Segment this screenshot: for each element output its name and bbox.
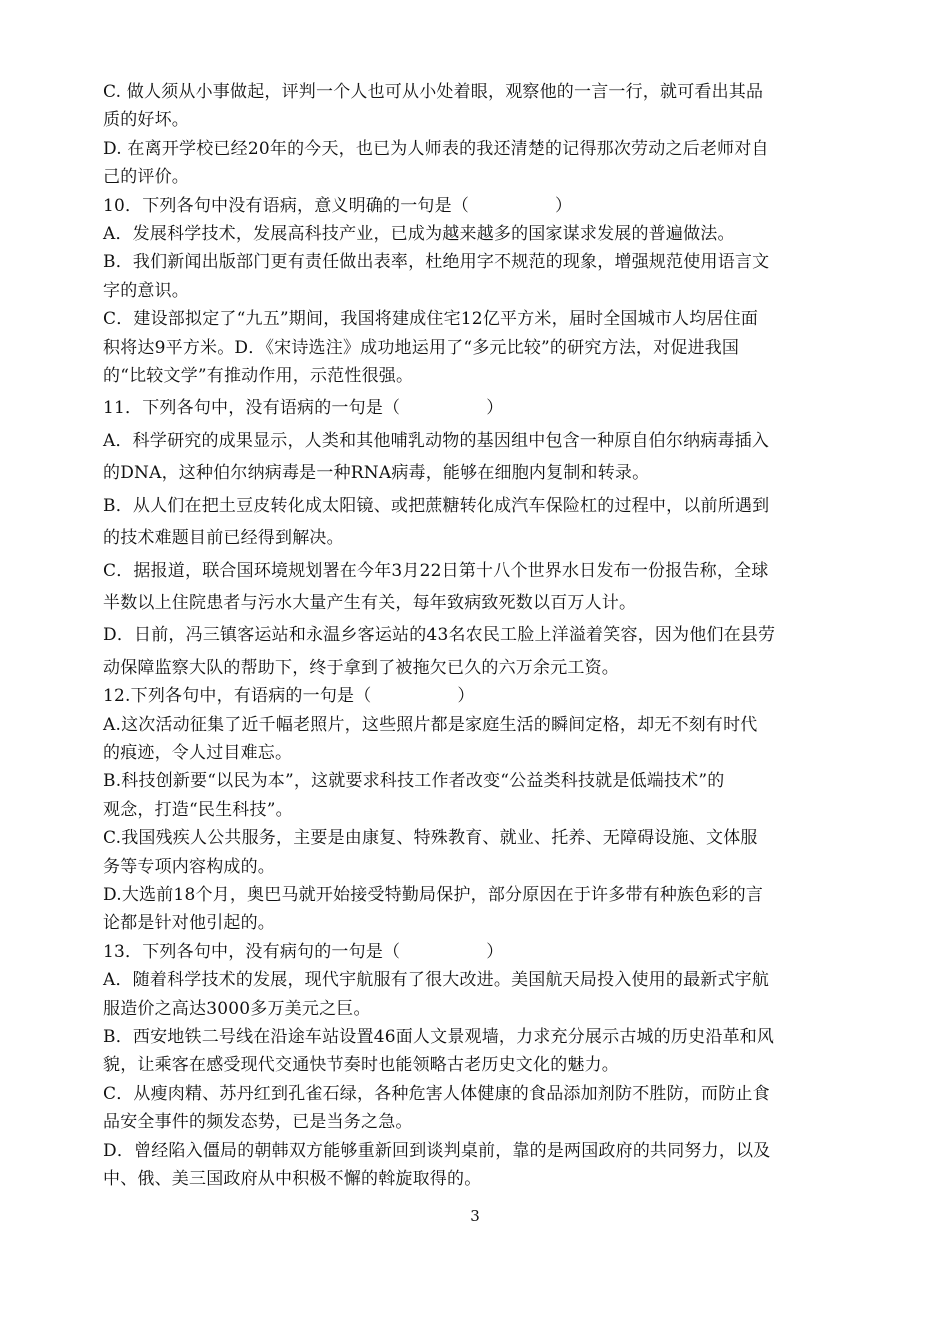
text-line: 品安全事件的频发态势，已是当务之急。 (103, 1112, 413, 1133)
text-line: D．曾经陷入僵局的朝韩双方能够重新回到谈判桌前，靠的是两国政府的共同努力，以及 (103, 1140, 771, 1161)
page-number: 3 (470, 1207, 480, 1225)
text-line: 的DNA，这种伯尔纳病毒是一种RNA病毒，能够在细胞内复制和转录。 (103, 463, 650, 484)
document-body (103, 78, 848, 1193)
question-13-stem: 13．下列各句中，没有病句的一句是（ ） (103, 941, 504, 962)
text-line: C．据报道，联合国环境规划署在今年3月22日第十八个世界水日发布一份报告称，全球 (103, 560, 769, 581)
text-line: B．我们新闻出版部门更有责任做出表率，杜绝用字不规范的现象，增强规范使用语言文 (103, 252, 770, 273)
text-line: 的痕迹，令人过目难忘。 (103, 742, 293, 763)
text-line: D.大选前18个月，奥巴马就开始接受特勤局保护，部分原因在于许多带有种族色彩的言 (103, 884, 764, 905)
text-line: 的技术难题目前已经得到解决。 (103, 528, 344, 549)
text-line: 服造价之高达3000多万美元之巨。 (103, 998, 371, 1019)
text-line: A．科学研究的成果显示，人类和其他哺乳动物的基因组中包含一种原自伯尔纳病毒插入 (103, 430, 770, 451)
text-line: 动保障监察大队的帮助下，终于拿到了被拖欠已久的六万余元工资。 (103, 657, 619, 678)
text-line: A．发展科学技术，发展高科技产业，已成为越来越多的国家谋求发展的普遍做法。 (103, 224, 735, 245)
text-line: 中、俄、美三国政府从中积极不懈的斡旋取得的。 (103, 1169, 482, 1190)
question-11-stem: 11．下列各句中，没有语病的一句是（ ） (103, 398, 504, 419)
text-line: 务等专项内容构成的。 (103, 856, 275, 877)
text-line: 的“比较文学”有推动作用，示范性很强。 (103, 366, 414, 387)
text-line: C. 做人须从小事做起，评判一个人也可从小处着眼，观察他的一言一行，就可看出其品 (103, 82, 764, 102)
text-line: D. 在离开学校已经20年的今天，也已为人师表的我还清楚的记得那次劳动之后老师对自 (103, 138, 769, 159)
text-line: C．从瘦肉精、苏丹红到孔雀石绿，各种危害人体健康的食品添加剂防不胜防，而防止食 (103, 1083, 770, 1104)
text-line: 字的意识。 (103, 280, 189, 301)
text-line: 质的好坏。 (103, 110, 189, 131)
question-12-stem: 12.下列各句中，有语病的一句是（ ） (103, 686, 475, 707)
text-line: 半数以上住院患者与污水大量产生有关，每年致病致死数以百万人计。 (103, 592, 637, 613)
text-line: B．西安地铁二号线在沿途车站设置46面人文景观墙，力求充分展示古城的历史沿革和风 (103, 1027, 775, 1047)
text-line: 观念，打造“民生科技”。 (103, 799, 293, 820)
text-line: 论都是针对他引起的。 (103, 913, 275, 934)
text-line: D．日前，冯三镇客运站和永温乡客运站的43名农民工脸上洋溢着笑容，因为他们在县劳 (103, 625, 776, 646)
text-line: C．建设部拟定了“九五”期间，我国将建成住宅12亿平方米，届时全国城市人均居住面 (103, 309, 759, 330)
text-line: 积将达9平方米。D．《宋诗选注》成功地运用了“多元比较”的研究方法，对促进我国 (103, 337, 740, 358)
text-line: C.我国残疾人公共服务，主要是由康复、特殊教育、就业、托养、无障碍设施、文体服 (103, 828, 758, 849)
text-line: B.科技创新要“以民为本”，这就要求科技工作者改变“公益类科技就是低端技术”的 (103, 771, 725, 792)
text-line: 己的评价。 (103, 167, 189, 188)
question-10-stem: 10．下列各句中没有语病，意义明确的一句是（ ） (103, 195, 573, 216)
text-line: A.这次活动征集了近千幅老照片，这些照片都是家庭生活的瞬间定格，却无不刻有时代 (103, 714, 758, 735)
text-line: 貌，让乘客在感受现代交通快节奏时也能领略古老历史文化的魅力。 (103, 1055, 619, 1076)
text-line: B．从人们在把土豆皮转化成太阳镜、或把蔗糖转化成汽车保险杠的过程中，以前所遇到 (103, 495, 770, 516)
text-line: A．随着科学技术的发展，现代宇航服有了很大改进。美国航天局投入使用的最新式宇航 (103, 970, 770, 991)
